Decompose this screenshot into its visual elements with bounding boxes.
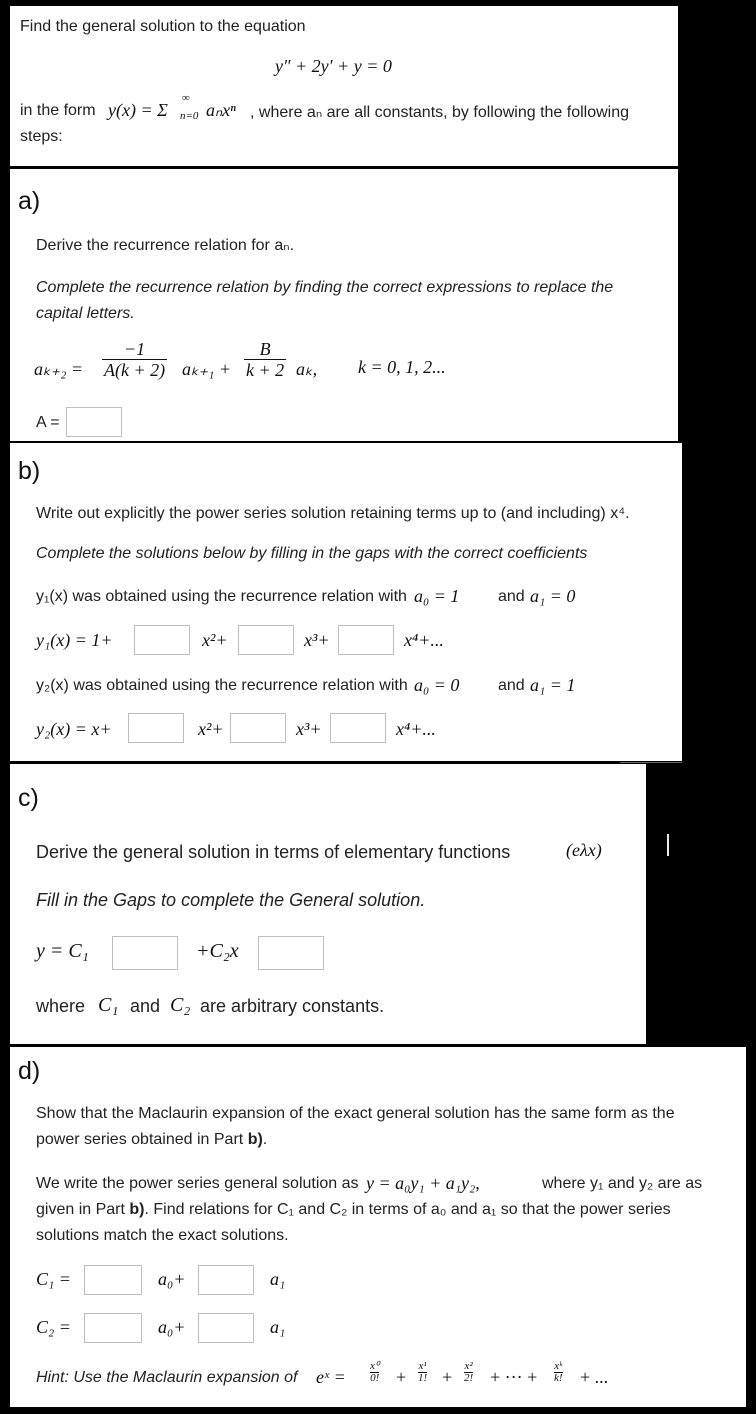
c2-a0-input[interactable] bbox=[84, 1313, 142, 1343]
c2-term: +C₂x bbox=[196, 940, 239, 962]
y2-coef-x3-input[interactable] bbox=[230, 713, 286, 743]
hint-ex: eˣ = bbox=[316, 1367, 346, 1387]
y1-x3: x³+ bbox=[304, 630, 330, 650]
hint-text: Hint: Use the Maclaurin expansion of bbox=[36, 1369, 298, 1386]
hint-dots: + ··· + bbox=[490, 1367, 538, 1387]
main-equation: y″ + 2y′ + y = 0 bbox=[275, 56, 392, 76]
intro-panel bbox=[10, 6, 678, 166]
y2-x3: x³+ bbox=[296, 719, 322, 739]
c1-function-input[interactable] bbox=[112, 936, 178, 970]
part-a-heading: a) bbox=[18, 187, 41, 215]
c1-a1-input[interactable] bbox=[198, 1265, 254, 1295]
hint-frac-k bbox=[554, 1361, 563, 1384]
hint-frac-2-num: x² bbox=[464, 1360, 473, 1372]
part-c-panel bbox=[10, 764, 646, 1044]
general-lhs: y = C₁ bbox=[36, 940, 89, 962]
y1-coef-x2-input[interactable] bbox=[134, 625, 190, 655]
hint-frac-0 bbox=[370, 1361, 379, 1384]
hint-frac-2 bbox=[464, 1361, 473, 1384]
y2-intro: y₂(x) was obtained using the recurrence relation with bbox=[36, 677, 408, 694]
hint-frac-k-num: xᵏ bbox=[554, 1360, 563, 1372]
sum-top: ∞ bbox=[182, 92, 190, 104]
hint-frac-0-num: x⁰ bbox=[370, 1360, 380, 1372]
c2-a1: a₁ bbox=[270, 1317, 286, 1337]
recurrence-frac-a bbox=[102, 339, 167, 380]
elementary-exp: (eλx) bbox=[566, 840, 602, 860]
y1-x4: x⁴+... bbox=[404, 630, 444, 650]
where-constants: , where aₙ are all constants, by following the following bbox=[250, 104, 630, 121]
frac-a-numerator: −1 bbox=[102, 339, 167, 360]
hint-frac-1-den: 1! bbox=[418, 1372, 428, 1384]
intro-line: Find the general solution to the equation bbox=[20, 18, 306, 35]
c2-a0: a₀+ bbox=[158, 1317, 186, 1337]
recurrence-term2: aₖ, bbox=[296, 359, 318, 379]
c1-a1: a₁ bbox=[270, 1269, 286, 1289]
part-a-instruction: Derive the recurrence relation for aₙ. bbox=[36, 237, 295, 254]
where-text: where bbox=[36, 996, 86, 1016]
sum-bottom: n=0 bbox=[180, 110, 199, 122]
part-d-show-bold: b) bbox=[247, 1131, 263, 1148]
frac-b-denominator: k + 2 bbox=[246, 360, 285, 380]
c2-a1-input[interactable] bbox=[198, 1313, 254, 1343]
c2-function-input[interactable] bbox=[258, 936, 324, 970]
series-tail: aₙxⁿ bbox=[206, 100, 236, 120]
we-write: We write the power series general solution as bbox=[36, 1175, 359, 1192]
y2-x4: x⁴+... bbox=[396, 719, 436, 739]
y1-intro: y₁(x) was obtained using the recurrence relation with bbox=[36, 588, 407, 605]
part-d-panel bbox=[10, 1047, 746, 1407]
recurrence-lhs: aₖ₊₂ = bbox=[34, 359, 84, 379]
c1-lhs: C₁ = bbox=[36, 1269, 71, 1289]
hint-frac-2-den: 2! bbox=[464, 1372, 474, 1384]
hint-plus-2: + bbox=[442, 1367, 453, 1387]
arbitrary-text: are arbitrary constants. bbox=[200, 996, 385, 1016]
given-in: given in Part bbox=[36, 1201, 125, 1218]
hint-plus-1: + bbox=[396, 1367, 407, 1387]
c2-symbol: C₂ bbox=[170, 994, 191, 1016]
c1-symbol: C₁ bbox=[98, 994, 119, 1016]
part-d-show-1: Show that the Maclaurin expansion of the exact general solution has the same form as the bbox=[36, 1105, 675, 1122]
y1-cond-a0: a₀ = 1 bbox=[414, 586, 460, 606]
c2-lhs: C₂ = bbox=[36, 1317, 71, 1337]
part-c-heading: c) bbox=[18, 784, 39, 812]
part-a-panel bbox=[10, 169, 678, 441]
c1-a0-input[interactable] bbox=[84, 1265, 142, 1295]
hint-frac-1 bbox=[418, 1361, 427, 1384]
find-relations: . Find relations for C₁ and C₂ in terms of a₀ and a₁ so that the power series bbox=[144, 1201, 671, 1218]
recurrence-frac-b bbox=[244, 339, 286, 380]
part-b-instruction: Write out explicitly the power series solution retaining terms up to (and including) x⁴. bbox=[36, 505, 630, 522]
y2-coef-x2-input[interactable] bbox=[128, 713, 184, 743]
part-d-show-2: power series obtained in Part bbox=[36, 1131, 244, 1148]
y1-lhs: y₁(x) = 1+ bbox=[36, 630, 113, 650]
hint-frac-k-den: k! bbox=[554, 1372, 563, 1384]
in-the-form: in the form bbox=[20, 102, 96, 119]
text-cursor bbox=[667, 834, 669, 856]
part-d-show-2-line: power series obtained in Part b). bbox=[36, 1131, 268, 1148]
recurrence-term1: aₖ₊₁ + bbox=[182, 359, 232, 379]
part-c-fill: Fill in the Gaps to complete the General solution. bbox=[36, 890, 426, 910]
ps-equation: y = a₀y₁ + a₁y₂, bbox=[366, 1173, 480, 1193]
part-b-heading: b) bbox=[18, 457, 41, 485]
part-b-panel bbox=[10, 443, 682, 761]
y1-coef-x3-input[interactable] bbox=[238, 625, 294, 655]
part-d-heading: d) bbox=[18, 1057, 41, 1085]
divider-line bbox=[620, 762, 682, 763]
y2-lhs: y₂(x) = x+ bbox=[36, 719, 112, 739]
y2-cond-a1: a₁ = 1 bbox=[530, 675, 576, 695]
frac-b-numerator: B bbox=[244, 339, 286, 360]
given-bold: b) bbox=[129, 1201, 145, 1218]
y2-and: and bbox=[498, 677, 525, 694]
series-form: y(x) = Σ bbox=[108, 100, 168, 120]
y1-cond-a1: a₁ = 0 bbox=[530, 586, 576, 606]
a-label: A = bbox=[36, 414, 60, 431]
solutions-match: solutions match the exact solutions. bbox=[36, 1227, 289, 1244]
frac-a-denominator: A(k + 2) bbox=[104, 360, 166, 380]
k-range: k = 0, 1, 2... bbox=[358, 357, 446, 377]
y1-x2: x²+ bbox=[202, 630, 228, 650]
y1-coef-x4-input[interactable] bbox=[338, 625, 394, 655]
steps-text: steps: bbox=[20, 128, 63, 145]
c1-a0: a₀+ bbox=[158, 1269, 186, 1289]
y2-coef-x4-input[interactable] bbox=[330, 713, 386, 743]
y1-and: and bbox=[498, 588, 525, 605]
y2-x2: x²+ bbox=[198, 719, 224, 739]
hint-frac-1-num: x¹ bbox=[418, 1360, 427, 1372]
part-a-complete-1: Complete the recurrence relation by finding the correct expressions to replace the bbox=[36, 279, 614, 296]
and-text: and bbox=[130, 996, 161, 1016]
where-y: where y₁ and y₂ are as bbox=[542, 1175, 703, 1192]
given-line bbox=[36, 1201, 671, 1219]
y2-cond-a0: a₀ = 0 bbox=[414, 675, 460, 695]
a-input[interactable] bbox=[66, 407, 122, 437]
part-b-complete: Complete the solutions below by filling in the gaps with the correct coefficients bbox=[36, 545, 588, 562]
hint-tail: + ... bbox=[580, 1367, 609, 1387]
part-c-instruction: Derive the general solution in terms of elementary functions bbox=[36, 842, 511, 862]
part-a-complete-2: capital letters. bbox=[36, 305, 135, 322]
hint-frac-0-den: 0! bbox=[370, 1372, 380, 1384]
